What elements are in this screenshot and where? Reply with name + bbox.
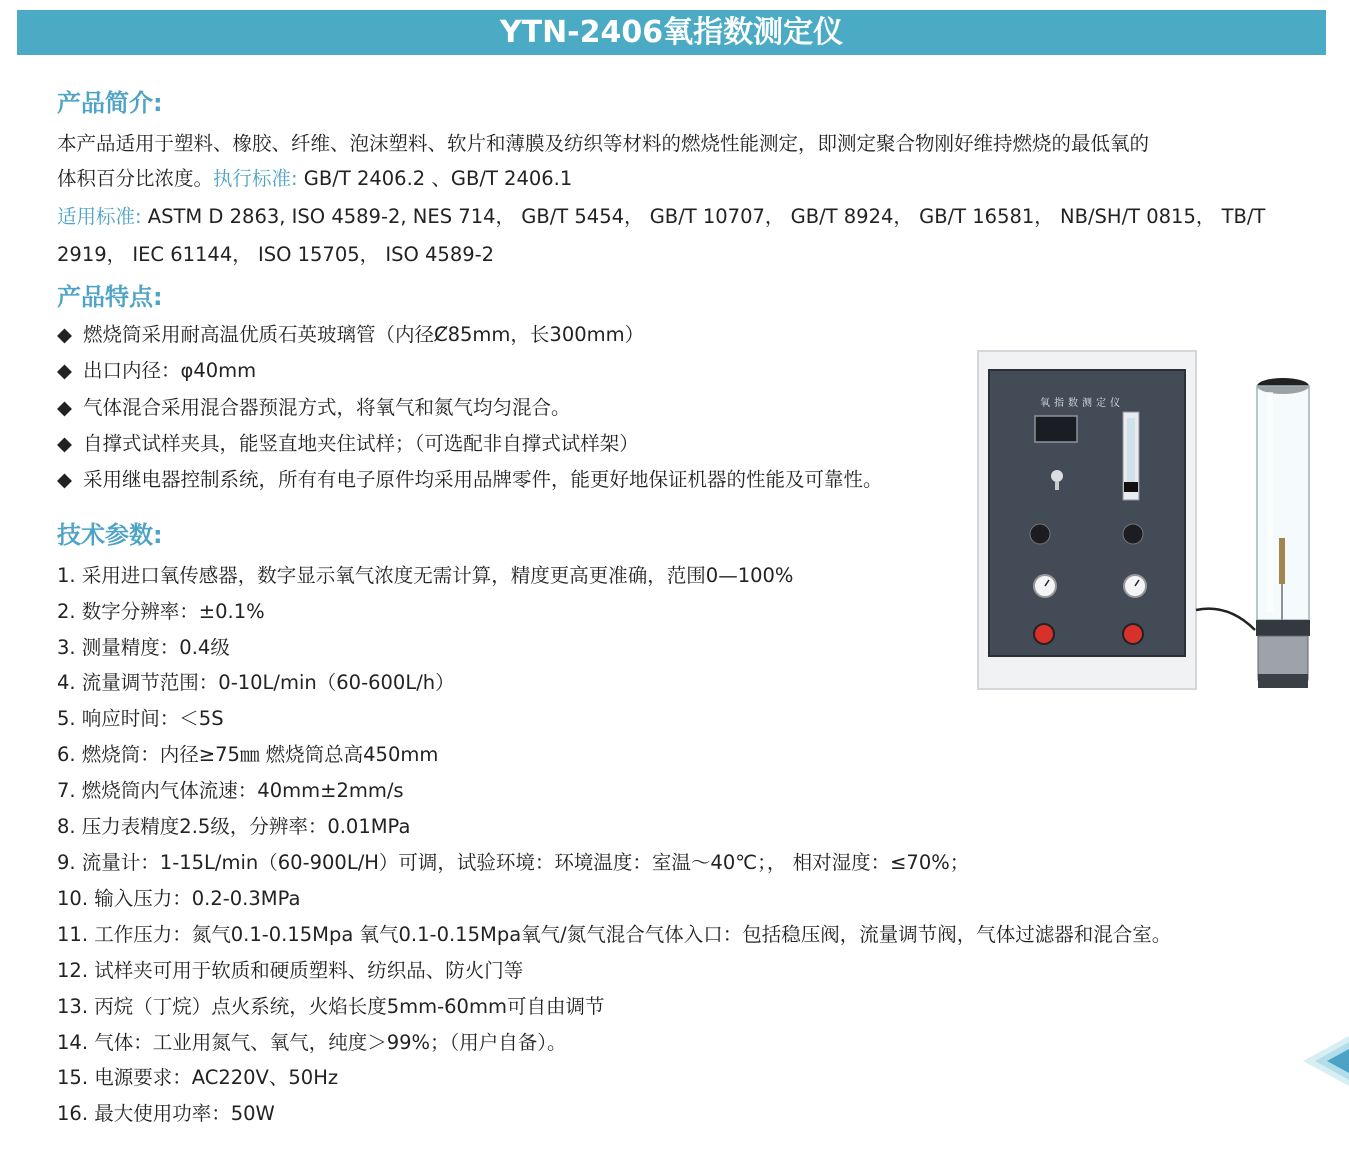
spec-item: 9. 流量计：1-15L/min（60-900L/H）可调，试验环境：环境温度：室温～40℃；， 相对湿度：≤70%； [57, 851, 970, 874]
spec-item: 6. 燃烧筒：内径≥75㎜ 燃烧筒总高450mm [57, 743, 439, 766]
diamond-bullet-icon: ◆ [57, 396, 72, 419]
spec-item: 13. 丙烷（丁烷）点火系统，火焰长度5mm-60mm可自由调节 [57, 995, 605, 1018]
intro-line-1: 本产品适用于塑料、橡胶、纤维、泡沫塑料、软片和薄膜及纺织等材料的燃烧性能测定，即测定聚合物刚好维持燃烧的最低氧的 [57, 132, 1150, 155]
exec-standard-value: GB/T 2406.2 、GB/T 2406.1 [297, 167, 573, 190]
spec-item: 4. 流量调节范围：0-10L/min（60-600L/h） [57, 671, 455, 694]
spec-item: 11. 工作压力：氮气0.1-0.15Mpa 氧气0.1-0.15Mpa氧气/氮气混合气体入口：包括稳压阀，流量调节阀，气体过滤器和混合室。 [57, 923, 1172, 946]
spec-item: 15. 电源要求：AC220V、50Hz [57, 1066, 339, 1089]
feature-item: ◆ 采用继电器控制系统，所有有电子原件均采用品牌零件，能更好地保证机器的性能及可靠性。 [57, 468, 883, 491]
diamond-bullet-icon: ◆ [57, 468, 72, 491]
feature-item: ◆ 燃烧筒采用耐高温优质石英玻璃管（内径Ȼ85mm，长300mm） [57, 323, 645, 346]
spec-item: 8. 压力表精度2.5级，分辨率：0.01MPa [57, 815, 411, 838]
spec-item: 16. 最大使用功率：50W [57, 1102, 275, 1125]
applicable-line-1 [57, 204, 1265, 230]
applicable-standard-value-1: ASTM D 2863, ISO 4589-2, NES 714， GB/T 5454， GB/T 10707， GB/T 8924， GB/T 16581， NB/SH/T 0815， TB/T [141, 205, 1266, 228]
exec-standard-label: 执行标准: [213, 167, 298, 190]
oxygen-index-tester-image [975, 348, 1315, 693]
panel-title: 氧指数测定仪 [1040, 398, 1124, 409]
spec-item: 12. 试样夹可用于软质和硬质塑料、纺织品、防火门等 [57, 959, 524, 982]
spec-item: 7. 燃烧筒内气体流速：40mm±2mm/s [57, 779, 404, 802]
page-title: YTN-2406氧指数测定仪 [17, 10, 1326, 55]
specs-heading: 技术参数: [57, 521, 163, 549]
applicable-standard-label: 适用标准: [57, 205, 142, 228]
feature-item: ◆ 自撑式试样夹具，能竖直地夹住试样；（可选配非自撑式试样架） [57, 432, 639, 455]
spec-item: 1. 采用进口氧传感器，数字显示氧气浓度无需计算，精度更高更准确，范围0—100% [57, 564, 794, 587]
feature-item: ◆ 出口内径：φ40mm [57, 359, 257, 382]
spec-item: 3. 测量精度：0.4级 [57, 636, 230, 659]
spec-item: 5. 响应时间：＜5S [57, 707, 224, 730]
feature-item: ◆ 气体混合采用混合器预混方式，将氧气和氮气均匀混合。 [57, 396, 571, 419]
intro-heading: 产品简介: [57, 89, 163, 117]
applicable-line-2: 2919， IEC 61144， ISO 15705， ISO 4589-2 [57, 243, 495, 266]
intro-line-2 [57, 166, 572, 192]
chevron-left-icon[interactable] [1303, 1036, 1349, 1086]
spec-item: 2. 数字分辨率：±0.1% [57, 600, 265, 623]
diamond-bullet-icon: ◆ [57, 359, 72, 382]
spec-item: 10. 输入压力：0.2-0.3MPa [57, 887, 301, 910]
diamond-bullet-icon: ◆ [57, 323, 72, 346]
spec-item: 14. 气体：工业用氮气、氧气，纯度＞99%；（用户自备）。 [57, 1031, 567, 1054]
intro-line-2-prefix: 体积百分比浓度。 [57, 167, 214, 190]
features-heading: 产品特点: [57, 283, 163, 311]
diamond-bullet-icon: ◆ [57, 432, 72, 455]
